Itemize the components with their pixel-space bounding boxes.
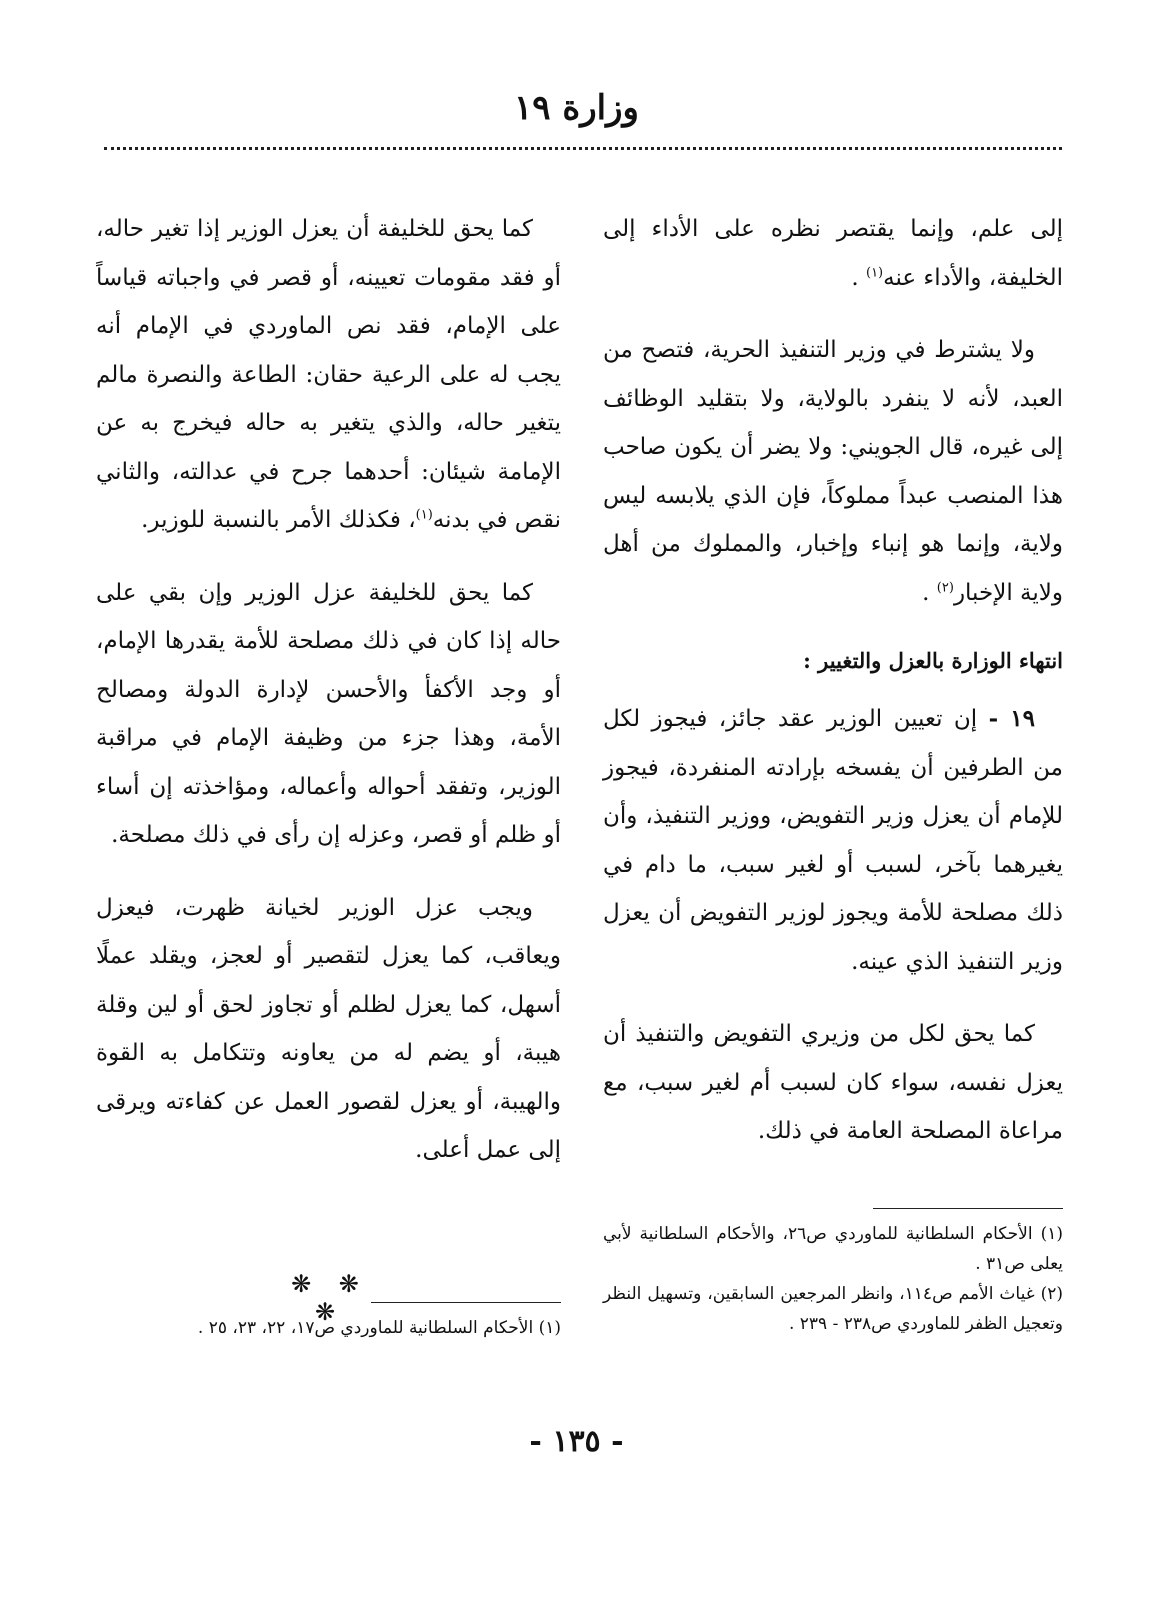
paragraph-text: إن تعيين الوزير عقد جائز، فيجوز لكل من الطرفين أن يفسخه بإرادته المنفردة، فيجوز للإمام أن يعزل وزير التفويض، ووزير التنفيذ، وأن يغيرهما بآخر، لسبب أو لغير سبب، ما دام في ذلك مصلحة للأمة ويجوز لوزير التفويض أن يعزل وزير التنفيذ الذي عينه. (603, 706, 1063, 975)
right-text-column (603, 205, 1063, 1180)
paragraph (96, 569, 561, 860)
section-heading: انتهاء الوزارة بالعزل والتغيير : (803, 648, 1063, 673)
footnote-text: الأحكام السلطانية للماوردي ص١٧، ٢٢، ٢٣، ٢٥ . (197, 1318, 534, 1338)
paragraph-text: . (851, 264, 859, 291)
paragraph (96, 205, 561, 545)
footnote-text: الأحكام السلطانية للماوردي ص٢٦، والأحكام السلطانية لأبي يعلى ص٣١ . (603, 1224, 1063, 1274)
section-number: ١٩ - (988, 705, 1035, 732)
paragraph (603, 205, 1063, 302)
paragraph (603, 326, 1063, 617)
footnote (96, 1313, 561, 1343)
footnote-marker: (٢) (936, 579, 954, 595)
footnote-number: (١) (1040, 1224, 1063, 1244)
footnote-number: (١) (538, 1318, 561, 1338)
footnote-separator (873, 1208, 1063, 1209)
footnote (603, 1219, 1063, 1279)
paragraph-text: ويجب عزل الوزير لخيانة ظهرت، فيعزل ويعاقب، كما يعزل لتقصير أو لعجز، ويقلد عملًا أسهل، كما يعزل لظلم أو تجاوز لحق أو لين وقلة هيبة، أو يضم له من يعاونه وتتكامل به القوة والهيبة، أو يعزل لقصور العمل عن كفاءته ويرقى إلى عمل أعلى. (96, 894, 561, 1163)
header-dotted-divider (104, 147, 1062, 150)
paragraph (603, 1010, 1063, 1156)
right-footnotes (603, 1208, 1063, 1339)
footnote-number: (٢) (1040, 1284, 1064, 1304)
page-number: - ١٣٥ - (529, 1424, 624, 1459)
running-header-title: وزارة ١٩ (514, 88, 639, 128)
footnote-text: غياث الأمم ص١١٤، وانظر المرجعين السابقين، وتسهيل النظر وتعجيل الظفر للماوردي ص٢٣٨ - ٢٣٩ . (603, 1284, 1063, 1334)
paragraph-text: . (922, 579, 930, 606)
section-end-stars: ❋ ❋ ❋ (291, 1270, 369, 1326)
left-text-column (96, 205, 561, 1199)
footnote-separator (371, 1302, 561, 1303)
paragraph-text: كما يحق لكل من وزيري التفويض والتنفيذ أن يعزل نفسه، سواء كان لسبب أم لغير سبب، مع مراعاة المصلحة العامة في ذلك. (603, 1021, 1063, 1144)
paragraph (603, 695, 1063, 986)
left-footnotes (96, 1302, 561, 1343)
footnote (603, 1279, 1063, 1339)
footnote-marker: (١) (865, 264, 884, 280)
paragraph-text: كما يحق للخليفة عزل الوزير وإن بقي على حاله إذا كان في ذلك مصلحة للأمة يقدرها الإمام، أو وجد الأكفأ والأحسن لإدارة الدولة ومصالح الأمة، وهذا جزء من وظيفة الإمام في مراقبة الوزير، وتفقد أحواله وأعماله، ومؤاخذته إن أساء أو ظلم أو قصر، وعزله إن رأى في ذلك مصلحة. (96, 579, 562, 848)
paragraph-text: إلى علم، وإنما يقتصر نظره على الأداء إلى الخليفة، والأداء عنه (603, 216, 1063, 291)
paragraph-text: ولا يشترط في وزير التنفيذ الحرية، فتصح من العبد، لأنه لا ينفرد بالولاية، ولا بتقليد الوظائف إلى غيره، قال الجويني: ولا يضر أن يكون صاحب هذا المنصب عبداً مملوكاً، فإن الذي يلابسه ليس ولاية، وإنما هو إنباء وإخبار، والمملوك من أهل ولاية الإخبار (603, 337, 1063, 606)
paragraph (96, 884, 561, 1175)
paragraph-text: ، فكذلك الأمر بالنسبة للوزير. (141, 507, 416, 533)
paragraph-text: كما يحق للخليفة أن يعزل الوزير إذا تغير حاله، أو فقد مقومات تعيينه، أو قصر في واجباته قياساً على الإمام، فقد نص الماوردي في الإمام أنه يجب له على الرعية حقان: الطاعة والنصرة مالم يتغير حاله، والذي يتغير به حاله فيخرج به عن الإمامة شيئان: أحدهما جرح في عدالته، والثاني نقص في بدنه (96, 216, 561, 533)
footnote-marker: (١) (415, 507, 433, 523)
